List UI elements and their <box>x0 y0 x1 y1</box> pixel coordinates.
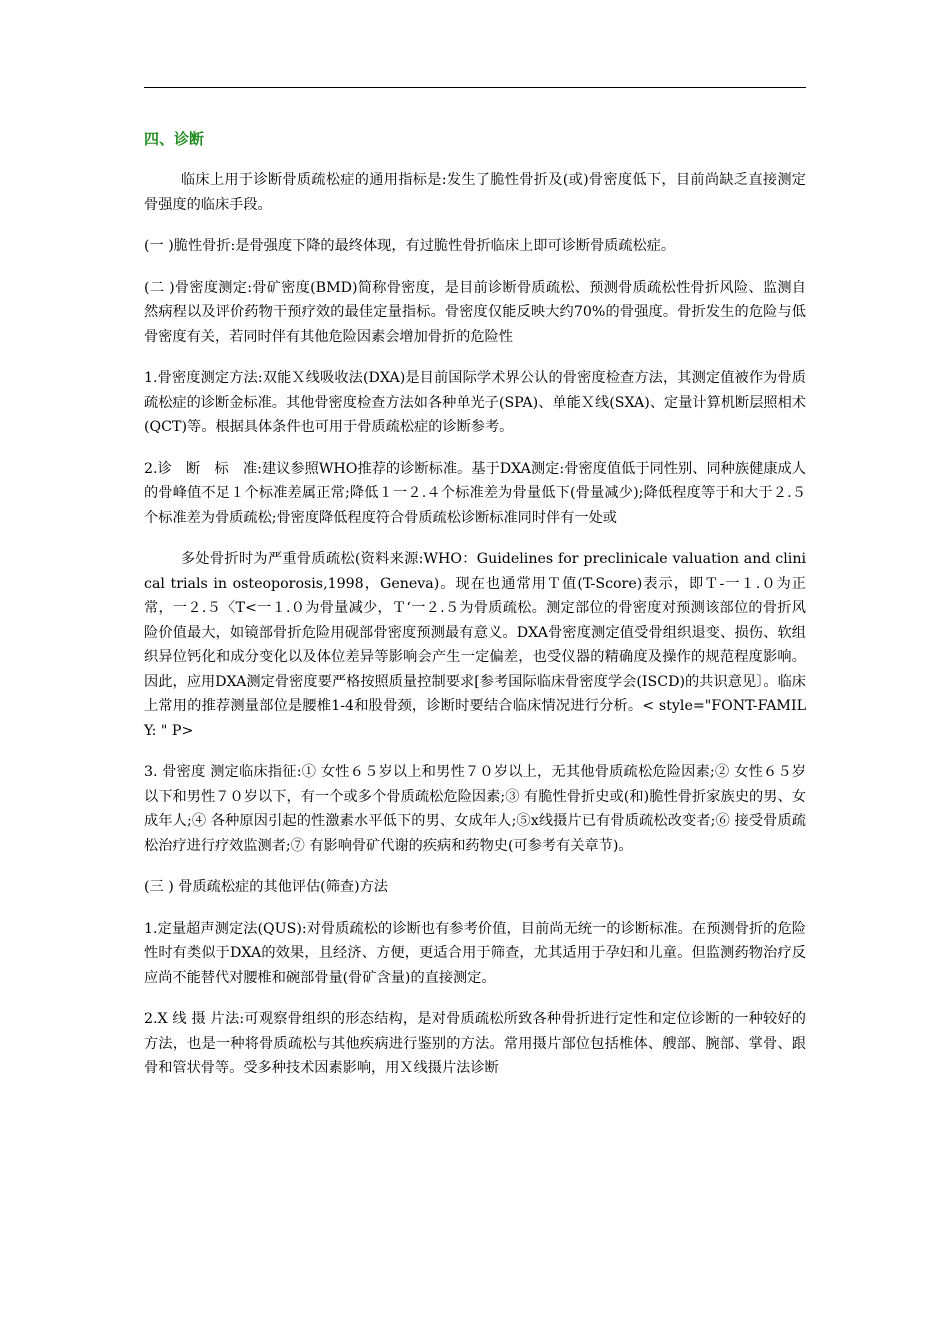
other-assessment-heading: (三 ) 骨质疏松症的其他评估(筛查)方法 <box>144 879 388 895</box>
measurement-method-paragraph: 1.骨密度测定方法:双能Ｘ线吸收法(DXA)是目前国际学术界公认的骨密度检查方法，其测定值被作为骨质疏松症的诊断金标准。其他骨密度检查方法如各种单光子(SPA)、单能Ｘ线(SXA)、定量计算机断层照相术(QCT)等。根据具体条件也可用于骨质疏松症的诊断参考。 <box>144 370 806 435</box>
diagnostic-criteria-paragraph: 2.诊 断 标 准:建议参照WHO推荐的诊断标准。基于DXA测定:骨密度值低于同性别、同种族健康成人的骨峰值不足１个标准差属正常;降低１一２.４个标准差为骨量低下(骨量减少);降低程度等于和大于２.５个标准差为骨质疏松;骨密度降低程度符合骨质疏松诊断标准同时伴有一处或 <box>144 460 806 526</box>
xray-paragraph: 2.X 线 摄 片法:可观察骨组织的形态结构，是对骨质疏松所致各种骨折进行定性和定位诊断的一种较好的方法，也是一种将骨质疏松与其他疾病进行鉴别的方法。常用摄片部位包括椎体、艘部、腕部、掌骨、跟骨和管状骨等。受多种技术因素影响，用Ｘ线摄片法诊断 <box>144 1011 806 1076</box>
t-score-paragraph: 多处骨折时为严重骨质疏松(资料来源:WHO：Guidelines for preclinicale valuation and clinical trials in osteoporosis,1998，Geneva)。现在也通常用Ｔ值(T-Score)表示，即Ｔ-一１.０为正常，一２.５〈T<一１.０为骨量减少，Ｔ‘一２.５为骨质疏松。测定部位的骨密度对预测该部位的骨折风险价值最大，如镜部骨折危险用砚部骨密度预测最有意义。DXA骨密度测定值受骨组织退变、损伤、软组织异位钙化和成分变化以及体位差异等影响会产生一定偏差，也受仪器的精确度及操作的规范程度影响。因此，应用DXA测定骨密度要严格按照质量控制要求[参考国际临床骨密度学会(ISCD)的共识意见〕。临床上常用的推荐测量部位是腰椎1-4和股骨颈，诊断时要结合临床情况进行分析。< style="FONT-FAMILY: " P> <box>144 551 806 739</box>
fragility-fracture-paragraph: (一 )脆性骨折:是骨强度下降的最终体现，有过脆性骨折临床上即可诊断骨质疏松症。 <box>144 238 676 254</box>
document-body <box>144 128 806 1081</box>
section-heading: 四、诊断 <box>144 130 205 148</box>
header-rule <box>144 87 806 88</box>
bone-density-paragraph: (二 )骨密度测定:骨矿密度(BMD)简称骨密度，是目前诊断骨质疏松、预测骨质疏松性骨折风险、监测自然病程以及评价药物干预疗效的最佳定量指标。骨密度仅能反映大约70%的骨强度。骨折发生的危险与低骨密度有关，若同时伴有其他危险因素会增加骨折的危险性 <box>144 279 806 345</box>
intro-paragraph: 临床上用于诊断骨质疏松症的通用指标是:发生了脆性骨折及(或)骨密度低下，目前尚缺乏直接测定骨强度的临床手段。 <box>144 172 806 213</box>
clinical-indications-paragraph: 3. 骨密度 测定临床指征:① 女性６５岁以上和男性７０岁以上，无其他骨质疏松危险因素;② 女性６５岁以下和男性７０岁以下，有一个或多个骨质疏松危险因素;③ 有脆性骨折史或(和)脆性骨折家族史的男、女成年人;④ 各种原因引起的性激素水平低下的男、女成年人;⑤x线摄片已有骨质疏松改变者;⑥ 接受骨质疏松治疗进行疗效监测者;⑦ 有影响骨矿代谢的疾病和药物史(可参考有关章节)。 <box>144 764 806 854</box>
qus-paragraph: 1.定量超声测定法(QUS):对骨质疏松的诊断也有参考价值，目前尚无统一的诊断标准。在预测骨折的危险性时有类似于DXA的效果，且经济、方便，更适合用于筛查，尤其适用于孕妇和儿童。但监测药物治疗反应尚不能替代对腰椎和碗部骨量(骨矿含量)的直接测定。 <box>144 920 806 986</box>
